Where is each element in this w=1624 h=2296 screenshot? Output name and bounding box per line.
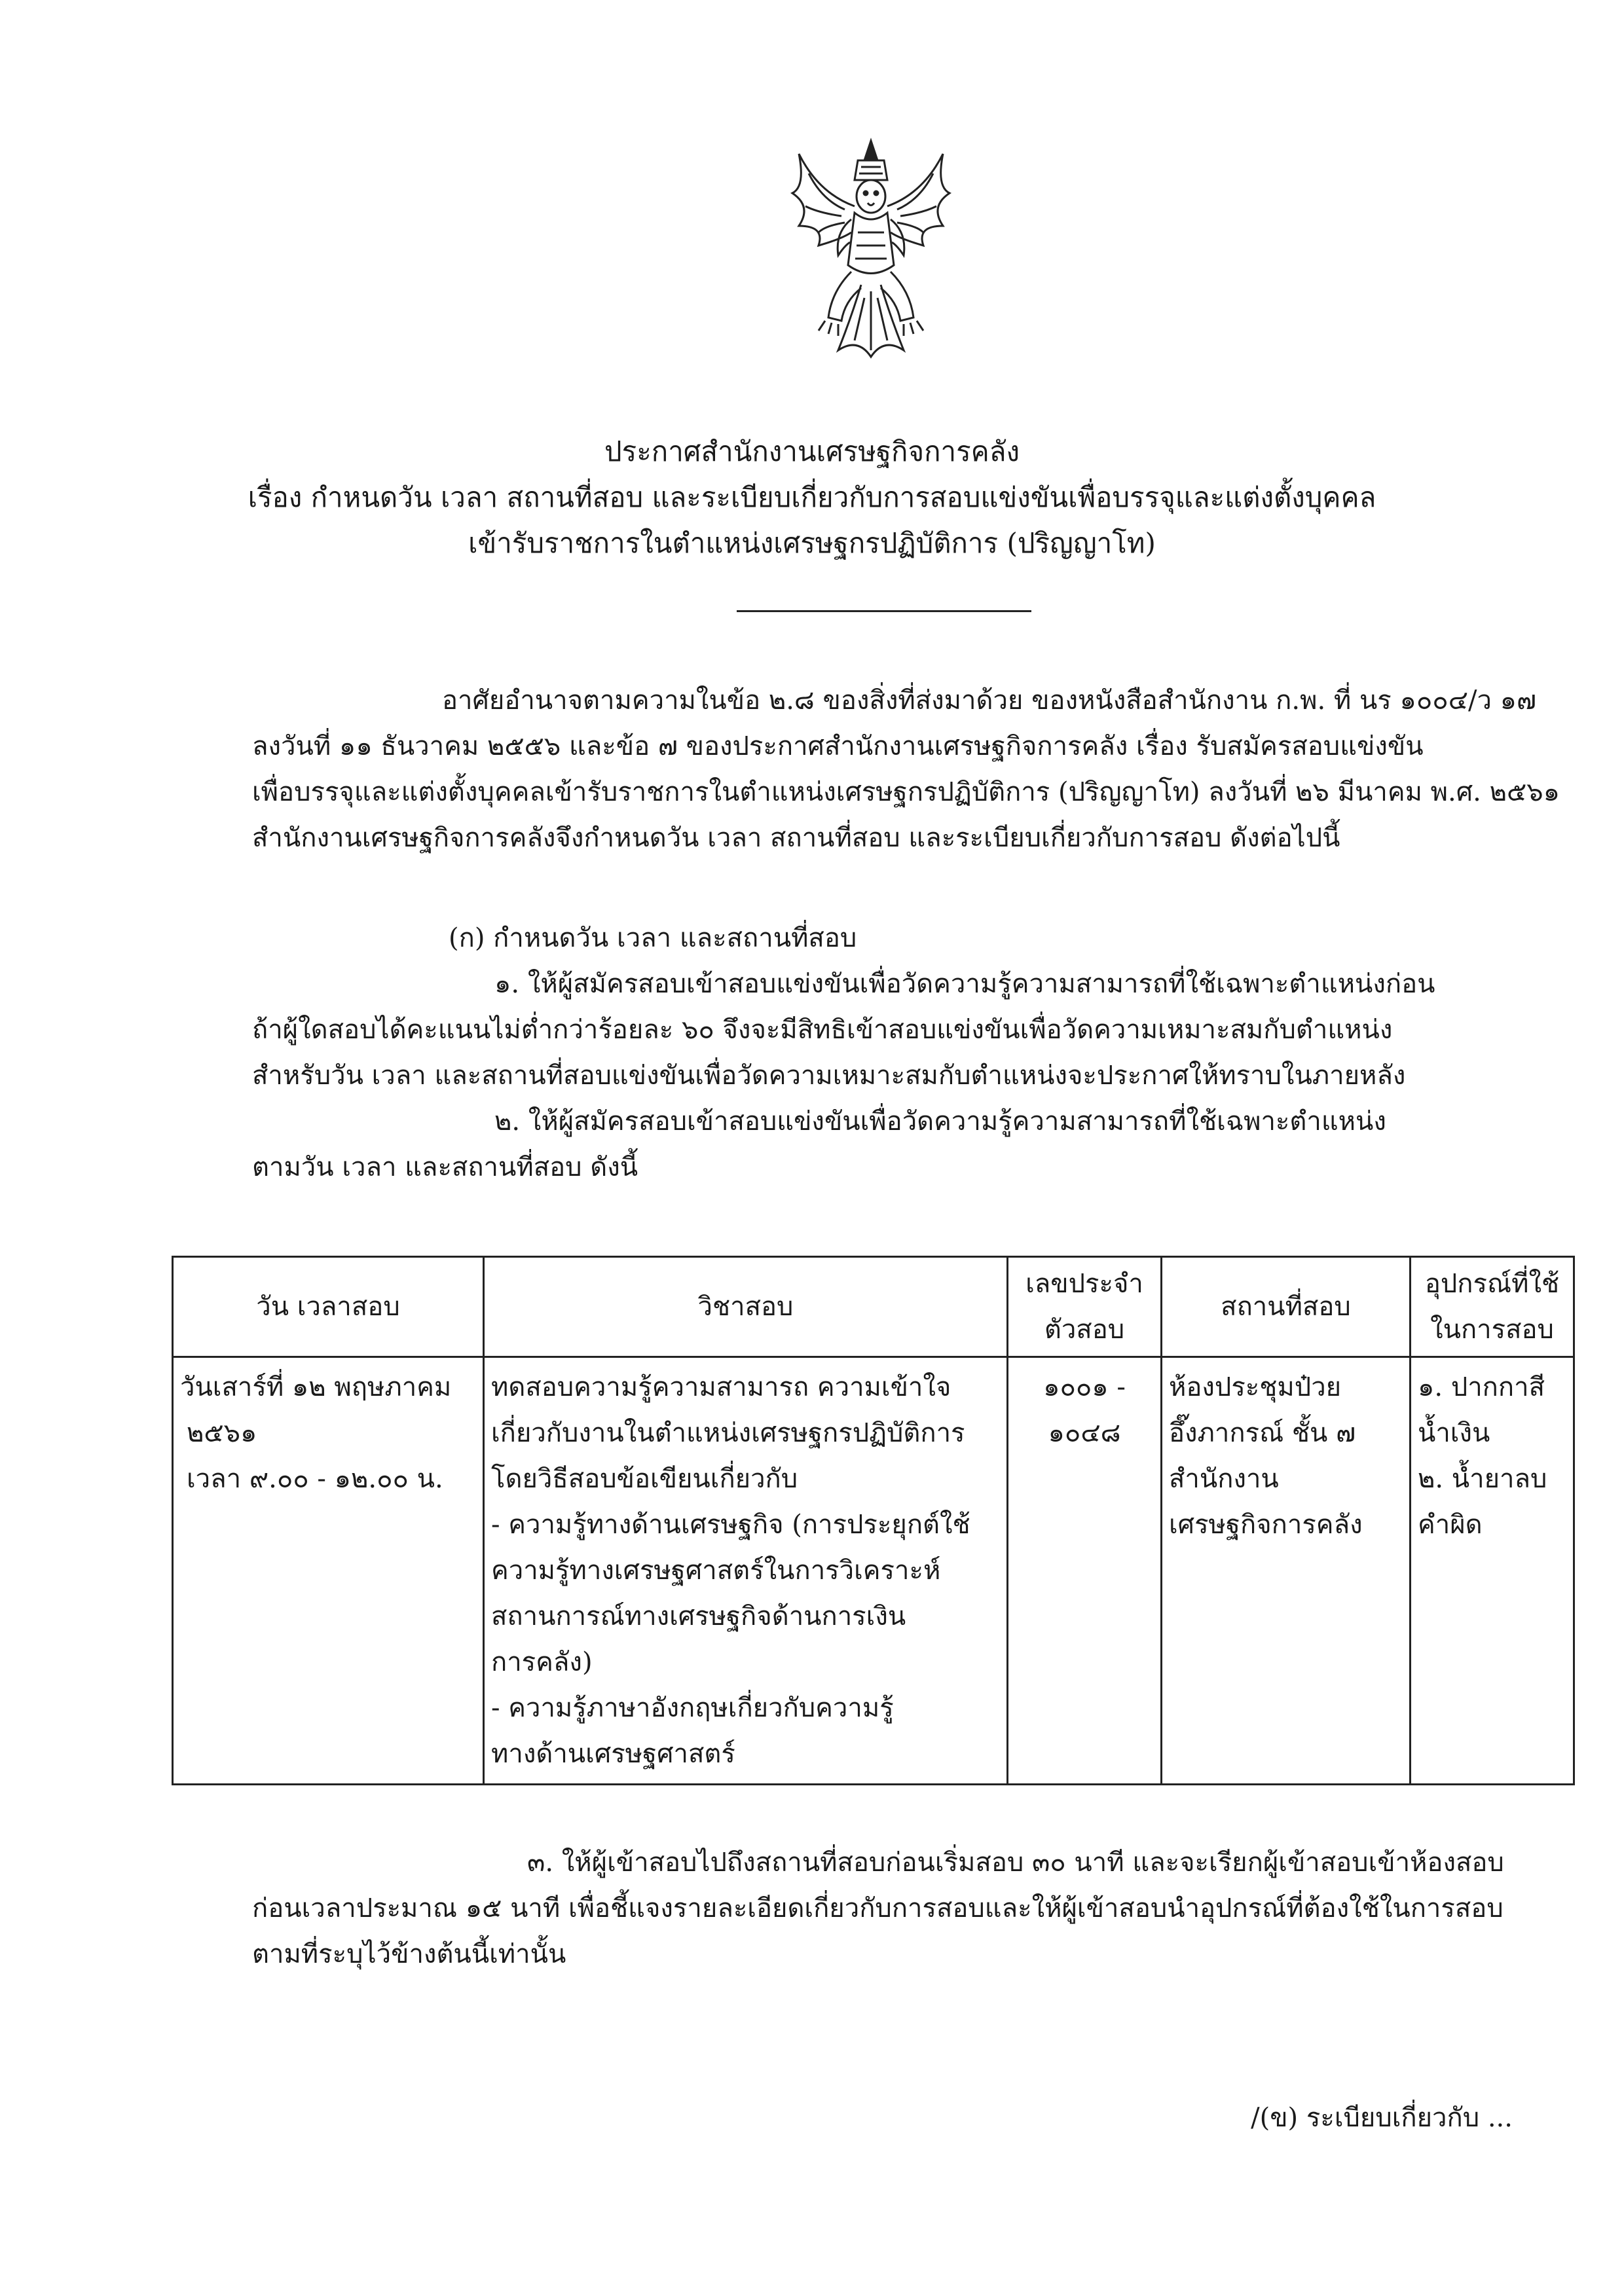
intro-line: ลงวันที่ ๑๑ ธันวาคม ๒๕๕๖ และข้อ ๗ ของประกาศสำนักงานเศรษฐกิจการคลัง เรื่อง รับสมัครสอบแข่งขัน <box>252 731 1424 761</box>
item-2-line: ๒. ให้ผู้สมัครสอบเข้าสอบแข่งขันเพื่อวัดความรู้ความสามารถที่ใช้เฉพาะตำแหน่ง <box>494 1106 1386 1137</box>
header-equipment: อุปกรณ์ที่ใช้ ในการสอบ <box>1411 1257 1574 1357</box>
item-1-line: ๑. ให้ผู้สมัครสอบเข้าสอบแข่งขันเพื่อวัดความรู้ความสามารถที่ใช้เฉพาะตำแหน่งก่อน <box>494 969 1435 999</box>
intro-line: เพื่อบรรจุและแต่งตั้งบุคคลเข้ารับราชการในตำแหน่งเศรษฐกรปฏิบัติการ (ปริญญาโท) ลงวันที่ ๒๖ มีนาคม พ.ศ. ๒๕๖๑ <box>252 777 1560 807</box>
continuation-note: /(ข) ระเบียบเกี่ยวกับ ... <box>1251 2103 1513 2133</box>
section-a-heading: (ก) กำหนดวัน เวลา และสถานที่สอบ <box>449 923 857 953</box>
item-3-line: ตามที่ระบุไว้ข้างต้นนี้เท่านั้น <box>252 1939 566 1969</box>
item-3-paragraph <box>252 1840 1536 1977</box>
item-2-line: ตามวัน เวลา และสถานที่สอบ ดังนี้ <box>252 1152 638 1182</box>
section-a <box>252 915 1536 1190</box>
cell-venue: ห้องประชุมป๋วย อึ๊งภากรณ์ ชั้น ๗ สำนักงาน เศรษฐกิจการคลัง <box>1162 1357 1411 1785</box>
item-1-line: ถ้าผู้ใดสอบได้คะแนนไม่ต่ำกว่าร้อยละ ๖๐ จึงจะมีสิทธิเข้าสอบแข่งขันเพื่อวัดความเหมาะสมกับตำแหน่ง <box>252 1015 1393 1045</box>
garuda-emblem-icon <box>773 134 969 376</box>
table-header-row <box>173 1257 1574 1357</box>
header-date-time: วัน เวลาสอบ <box>173 1257 484 1357</box>
announcement-subject-line-1: เรื่อง กำหนดวัน เวลา สถานที่สอบ และระเบียบเกี่ยวกับการสอบแข่งขันเพื่อบรรจุและแต่งตั้งบุคคล <box>248 481 1376 513</box>
header-seat-number: เลขประจำ ตัวสอบ <box>1008 1257 1162 1357</box>
exam-schedule-table <box>172 1256 1575 1785</box>
item-1-line: สำหรับวัน เวลา และสถานที่สอบแข่งขันเพื่อวัดความเหมาะสมกับตำแหน่งจะประกาศให้ทราบในภายหลัง <box>252 1061 1406 1091</box>
table-row <box>173 1357 1574 1785</box>
cell-seat-number: ๑๐๐๑ - ๑๐๔๘ <box>1008 1357 1162 1785</box>
item-3-line: ก่อนเวลาประมาณ ๑๕ นาที เพื่อชี้แจงรายละเอียดเกี่ยวกับการสอบและให้ผู้เข้าสอบนำอุปกรณ์ที่ต้องใช้ในการสอบ <box>252 1893 1504 1923</box>
cell-subject: ทดสอบความรู้ความสามารถ ความเข้าใจ เกี่ยวกับงานในตำแหน่งเศรษฐกรปฏิบัติการ โดยวิธีสอบข้อเขียนเกี่ยวกับ - ความรู้ทางด้านเศรษฐกิจ (การประยุกต์ใช้ ความรู้ทางเศรษฐศาสตร์ในการวิเคราะห์ สถานการณ์ทางเศรษฐกิจด้านการเงิน การคลัง) - ความรู้ภาษาอังกฤษเกี่ยวกับความรู้ ทางด้านเศรษฐศาสตร์ <box>484 1357 1008 1785</box>
cell-date-time: วันเสาร์ที่ ๑๒ พฤษภาคม ๒๕๖๑ เวลา ๙.๐๐ - ๑๒.๐๐ น. <box>173 1357 484 1785</box>
item-3-line: ๓. ให้ผู้เข้าสอบไปถึงสถานที่สอบก่อนเริ่มสอบ ๓๐ นาที และจะเรียกผู้เข้าสอบเข้าห้องสอบ <box>527 1848 1504 1878</box>
intro-paragraph <box>252 678 1560 861</box>
cell-equipment: ๑. ปากกาสี น้ำเงิน ๒. น้ำยาลบ คำผิด <box>1411 1357 1574 1785</box>
title-divider <box>737 610 1031 612</box>
header-venue: สถานที่สอบ <box>1162 1257 1411 1357</box>
announcement-header <box>0 429 1624 566</box>
header-subject: วิชาสอบ <box>484 1257 1008 1357</box>
intro-line: สำนักงานเศรษฐกิจการคลังจึงกำหนดวัน เวลา สถานที่สอบ และระเบียบเกี่ยวกับการสอบ ดังต่อไปนี้ <box>252 823 1340 853</box>
announcement-title: ประกาศสำนักงานเศรษฐกิจการคลัง <box>604 435 1020 467</box>
announcement-subject-line-2: เข้ารับราชการในตำแหน่งเศรษฐกรปฏิบัติการ (ปริญญาโท) <box>468 527 1156 559</box>
intro-line: อาศัยอำนาจตามความในข้อ ๒.๘ ของสิ่งที่ส่งมาด้วย ของหนังสือสำนักงาน ก.พ. ที่ นร ๑๐๐๔/ว ๑๗ <box>442 685 1537 716</box>
